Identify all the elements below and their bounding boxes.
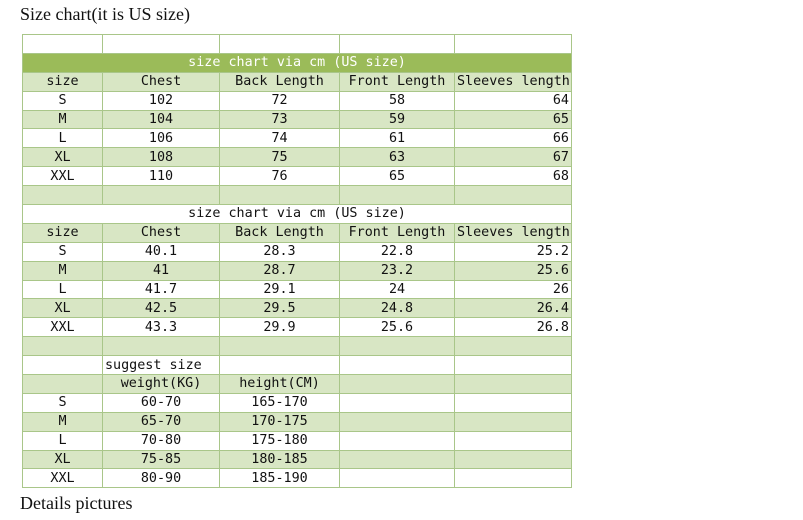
back-length-cell: 76 xyxy=(220,167,340,186)
blank-cell xyxy=(23,337,103,356)
front-length-cell: 22.8 xyxy=(340,242,455,261)
chest-cell: 106 xyxy=(103,129,220,148)
back-length-cell: 72 xyxy=(220,91,340,110)
chest-cell: 102 xyxy=(103,91,220,110)
header-chest: Chest xyxy=(103,72,220,91)
blank-cell xyxy=(23,356,103,375)
size-cell: XL xyxy=(23,450,103,469)
sleeves-length-cell: 64 xyxy=(455,91,572,110)
size-cell: XL xyxy=(23,148,103,167)
sleeves-length-cell: 67 xyxy=(455,148,572,167)
table-row xyxy=(23,242,572,261)
header-back-length: Back Length xyxy=(220,223,340,242)
front-length-cell: 24 xyxy=(340,280,455,299)
back-length-cell: 29.9 xyxy=(220,318,340,337)
weight-cell: 70-80 xyxy=(103,431,220,450)
size-cell: M xyxy=(23,261,103,280)
header-back-length: Back Length xyxy=(220,72,340,91)
sleeves-length-cell: 65 xyxy=(455,110,572,129)
back-length-cell: 28.7 xyxy=(220,261,340,280)
chest-cell: 40.1 xyxy=(103,242,220,261)
table-row xyxy=(23,91,572,110)
front-length-cell: 25.6 xyxy=(340,318,455,337)
height-cell: 165-170 xyxy=(220,393,340,412)
table3-header-row xyxy=(23,375,572,394)
table2-caption: size chart via cm (US size) xyxy=(23,205,572,224)
header-chest: Chest xyxy=(103,223,220,242)
height-cell: 185-190 xyxy=(220,469,340,488)
height-cell: 175-180 xyxy=(220,431,340,450)
back-length-cell: 29.1 xyxy=(220,280,340,299)
blank-cell xyxy=(23,186,103,205)
table2-header-row xyxy=(23,223,572,242)
table-row xyxy=(23,280,572,299)
size-cell: L xyxy=(23,431,103,450)
table-row xyxy=(23,318,572,337)
size-cell: XXL xyxy=(23,167,103,186)
size-chart-table xyxy=(22,34,572,488)
size-cell: S xyxy=(23,91,103,110)
sleeves-length-cell: 26.4 xyxy=(455,299,572,318)
back-length-cell: 74 xyxy=(220,129,340,148)
weight-cell: 75-85 xyxy=(103,450,220,469)
sleeves-length-cell: 26.8 xyxy=(455,318,572,337)
size-cell: M xyxy=(23,412,103,431)
height-cell: 180-185 xyxy=(220,450,340,469)
table-row xyxy=(23,450,572,469)
blank-cell xyxy=(23,35,103,54)
sleeves-length-cell: 25.2 xyxy=(455,242,572,261)
weight-cell: 65-70 xyxy=(103,412,220,431)
sleeves-length-cell: 68 xyxy=(455,167,572,186)
table-row xyxy=(23,167,572,186)
size-cell: S xyxy=(23,393,103,412)
header-weight: weight(KG) xyxy=(103,375,220,394)
table-row xyxy=(23,110,572,129)
weight-cell: 60-70 xyxy=(103,393,220,412)
table-row xyxy=(23,148,572,167)
front-length-cell: 65 xyxy=(340,167,455,186)
table-row xyxy=(23,261,572,280)
sleeves-length-cell: 66 xyxy=(455,129,572,148)
table-row xyxy=(23,431,572,450)
front-length-cell: 61 xyxy=(340,129,455,148)
back-length-cell: 75 xyxy=(220,148,340,167)
table-row xyxy=(23,129,572,148)
chest-cell: 104 xyxy=(103,110,220,129)
front-length-cell: 59 xyxy=(340,110,455,129)
header-front-length: Front Length xyxy=(340,223,455,242)
sleeves-length-cell: 25.6 xyxy=(455,261,572,280)
table1-caption: size chart via cm (US size) xyxy=(23,53,572,72)
table-row xyxy=(23,299,572,318)
back-length-cell: 73 xyxy=(220,110,340,129)
table3-caption: suggest size xyxy=(103,356,220,375)
header-size: size xyxy=(23,72,103,91)
table-row xyxy=(23,393,572,412)
chest-cell: 42.5 xyxy=(103,299,220,318)
details-pictures-heading: Details pictures xyxy=(20,493,133,513)
header-size: size xyxy=(23,223,103,242)
chest-cell: 41.7 xyxy=(103,280,220,299)
table1-header-row xyxy=(23,72,572,91)
front-length-cell: 58 xyxy=(340,91,455,110)
table-row xyxy=(23,469,572,488)
size-cell: XXL xyxy=(23,469,103,488)
front-length-cell: 63 xyxy=(340,148,455,167)
header-front-length: Front Length xyxy=(340,72,455,91)
chest-cell: 43.3 xyxy=(103,318,220,337)
weight-cell: 80-90 xyxy=(103,469,220,488)
size-cell: M xyxy=(23,110,103,129)
header-sleeves-length: Sleeves length xyxy=(455,72,572,91)
size-cell: S xyxy=(23,242,103,261)
size-cell: L xyxy=(23,129,103,148)
chest-cell: 41 xyxy=(103,261,220,280)
back-length-cell: 29.5 xyxy=(220,299,340,318)
chest-cell: 108 xyxy=(103,148,220,167)
header-height: height(CM) xyxy=(220,375,340,394)
sleeves-length-cell: 26 xyxy=(455,280,572,299)
front-length-cell: 23.2 xyxy=(340,261,455,280)
height-cell: 170-175 xyxy=(220,412,340,431)
table-row xyxy=(23,412,572,431)
header-sleeves-length: Sleeves length xyxy=(455,223,572,242)
size-cell: L xyxy=(23,280,103,299)
size-cell: XXL xyxy=(23,318,103,337)
page-title: Size chart(it is US size) xyxy=(20,4,190,24)
front-length-cell: 24.8 xyxy=(340,299,455,318)
size-cell: XL xyxy=(23,299,103,318)
back-length-cell: 28.3 xyxy=(220,242,340,261)
chest-cell: 110 xyxy=(103,167,220,186)
